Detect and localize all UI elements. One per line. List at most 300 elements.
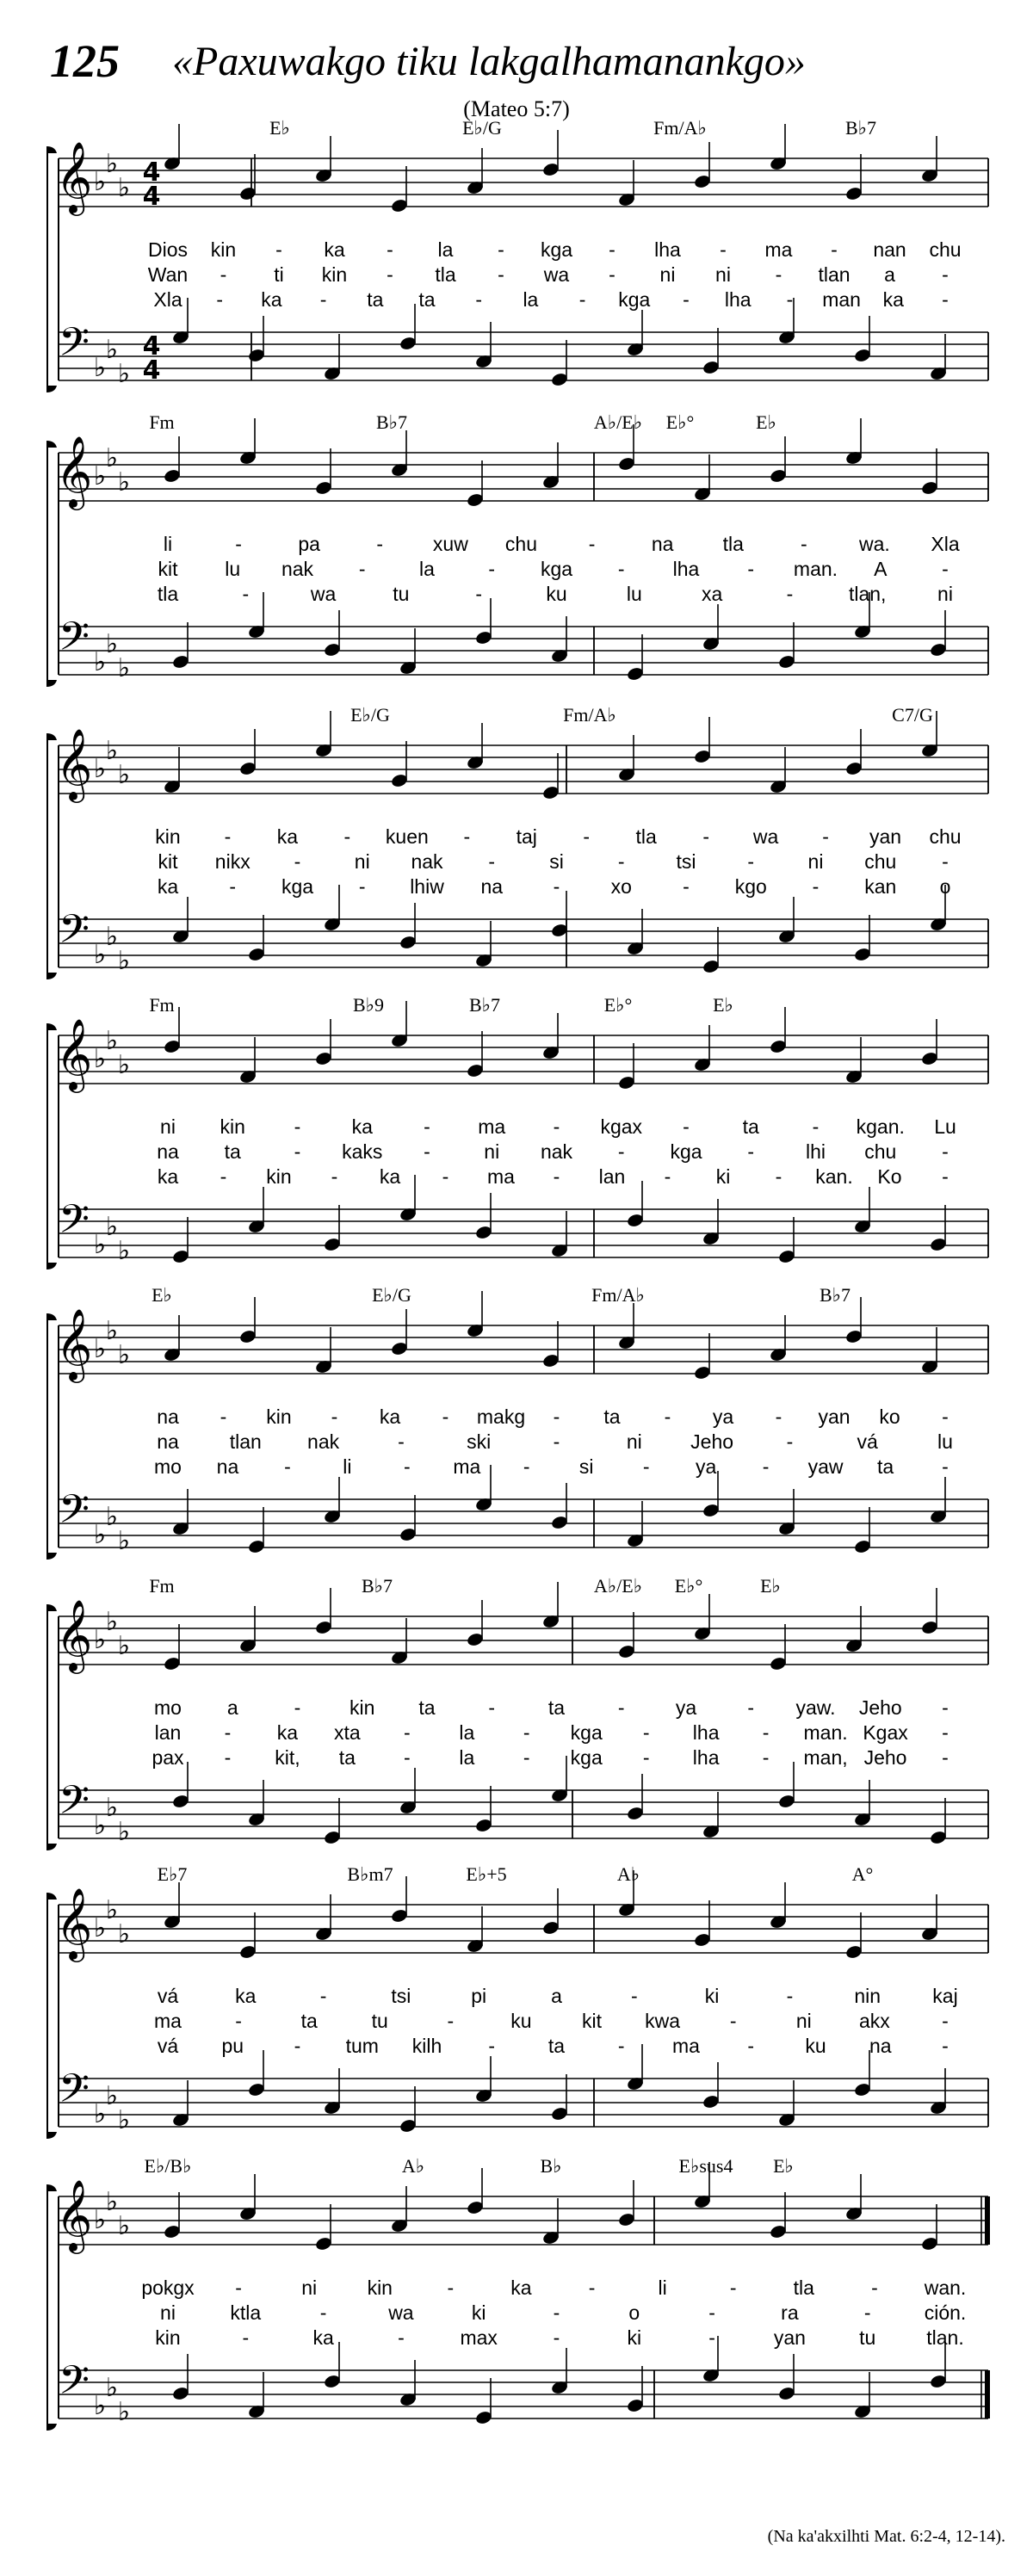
- lyric-syllable: -: [942, 1140, 949, 1163]
- lyric-syllable: pa: [298, 533, 320, 555]
- lyric-syllable: ka: [379, 1405, 401, 1428]
- lyric-syllable: ki: [471, 2301, 486, 2324]
- treble-clef-icon: 𝄞: [55, 1017, 93, 1090]
- lyric-syllable: -: [942, 1455, 949, 1478]
- lyric-syllable: wa.: [859, 533, 890, 555]
- lyric-syllable: kin: [155, 2326, 181, 2349]
- lyric-syllable: ni: [795, 2010, 812, 2032]
- key-flat-icon: ♭: [117, 1050, 131, 1080]
- key-flat-icon: ♭: [93, 647, 107, 677]
- lyric-syllable: -: [642, 1455, 650, 1478]
- lyric-syllable: ni: [715, 263, 731, 286]
- key-flat-icon: ♭: [117, 173, 131, 203]
- lyric-syllable: -: [224, 1746, 232, 1769]
- lyric-syllable: -: [294, 2035, 301, 2057]
- chord-symbol: E♭°: [665, 411, 695, 433]
- lyric-syllable: kga: [540, 558, 573, 580]
- lyric-syllable: -: [553, 2301, 560, 2324]
- system-2: [46, 411, 988, 687]
- key-flat-icon: ♭: [105, 2373, 119, 2403]
- lyric-syllable: ku: [805, 2035, 826, 2057]
- lyric-syllable: -: [387, 263, 393, 286]
- lyric-syllable: ma: [453, 1455, 481, 1478]
- lyric-syllable: tlan.: [926, 2326, 964, 2349]
- lyric-syllable: kit: [582, 2010, 603, 2032]
- lyric-syllable: -: [224, 1721, 232, 1744]
- lyric-syllable: kaj: [932, 1985, 958, 2007]
- lyric-syllable: -: [553, 1430, 560, 1453]
- lyric-syllable: makg: [476, 1405, 526, 1428]
- lyric-syllable: kan: [864, 875, 897, 898]
- lyric-syllable: Kgax: [863, 1721, 908, 1744]
- lyric-syllable: kga: [570, 1721, 603, 1744]
- lyric-syllable: vá: [157, 1985, 179, 2007]
- lyric-syllable: na: [869, 2035, 892, 2057]
- lyric-syllable: -: [762, 1746, 770, 1769]
- lyric-syllable: ción.: [924, 2301, 967, 2324]
- lyric-syllable: yaw: [807, 1455, 844, 1478]
- lyric-syllable: xo: [610, 875, 632, 898]
- lyric-syllable: -: [812, 1115, 820, 1138]
- lyric-syllable: -: [235, 533, 242, 555]
- key-flat-icon: ♭: [105, 443, 119, 473]
- chord-symbol: B♭: [540, 2155, 562, 2177]
- lyric-syllable: kgan.: [856, 1115, 905, 1138]
- chord-symbol: A♭: [616, 1863, 640, 1885]
- lyric-syllable: tla: [435, 263, 456, 286]
- key-flat-icon: ♭: [117, 1631, 131, 1661]
- lyric-syllable: wa: [543, 263, 570, 286]
- lyric-syllable: ni: [301, 2276, 318, 2299]
- lyric-syllable: kga: [540, 238, 573, 261]
- lyric-syllable: Dios: [147, 238, 189, 261]
- chord-symbol: B♭7: [361, 1575, 393, 1597]
- lyric-syllable: -: [942, 1696, 949, 1719]
- lyric-syllable: ta: [224, 1140, 241, 1163]
- lyric-syllable: mo: [154, 1455, 182, 1478]
- lyric-syllable: -: [942, 288, 949, 311]
- lyric-syllable: kin: [266, 1165, 292, 1188]
- lyric-syllable: ka: [276, 825, 299, 848]
- key-flat-icon: ♭: [105, 1502, 119, 1532]
- lyric-syllable: -: [319, 2301, 327, 2324]
- chord-symbol: E♭: [713, 994, 733, 1016]
- lyric-syllable: ka: [510, 2276, 532, 2299]
- key-flat-icon: ♭: [117, 653, 131, 683]
- lyric-syllable: na: [216, 1455, 239, 1478]
- lyric-syllable: li: [163, 533, 173, 555]
- lyric-syllable: -: [609, 263, 615, 286]
- lyric-syllable: -: [475, 288, 483, 311]
- lyric-syllable: -: [463, 825, 471, 848]
- lyric-syllable: lha: [672, 558, 700, 580]
- lyric-syllable: -: [523, 1455, 530, 1478]
- key-flat-icon: ♭: [105, 629, 119, 659]
- chord-symbol: Fm: [149, 411, 175, 433]
- lyric-syllable: na: [157, 1140, 179, 1163]
- lyric-syllable: wa: [310, 583, 337, 605]
- lyric-syllable: -: [630, 1985, 638, 2007]
- lyric-syllable: ma: [672, 2035, 700, 2057]
- lyric-syllable: ta: [603, 1405, 621, 1428]
- key-flat-icon: ♭: [93, 1334, 107, 1364]
- time-signature-top: 4: [142, 158, 161, 188]
- lyric-syllable: yan: [773, 2326, 806, 2349]
- footnote: (Na ka'akxilhti Mat. 6:2-4, 12-14).: [767, 2527, 1005, 2546]
- lyric-syllable: -: [617, 558, 625, 580]
- bass-clef-icon: 𝄢: [58, 2357, 90, 2413]
- chord-symbol: E♭/G: [372, 1284, 411, 1306]
- lyric-syllable: Jeho: [863, 1746, 907, 1769]
- lyric-syllable: man,: [803, 1746, 848, 1769]
- chord-symbol: B♭7: [468, 994, 501, 1016]
- lyric-syllable: a: [226, 1696, 238, 1719]
- lyric-syllable: -: [488, 1696, 496, 1719]
- chord-symbol: E♭: [152, 1284, 172, 1306]
- lyric-syllable: -: [387, 238, 393, 261]
- treble-clef-icon: 𝄞: [55, 2178, 93, 2251]
- lyric-syllable: chu: [864, 1140, 897, 1163]
- lyric-syllable: -: [294, 1115, 301, 1138]
- chord-symbol: E♭°: [603, 994, 633, 1016]
- system-1: [46, 117, 988, 392]
- lyric-syllable: la: [459, 1721, 475, 1744]
- lyric-syllable: -: [863, 2301, 871, 2324]
- lyric-syllable: lan: [154, 1721, 182, 1744]
- bass-clef-icon: 𝄢: [58, 319, 90, 375]
- lyric-syllable: -: [442, 1165, 449, 1188]
- lyric-syllable: -: [553, 2326, 560, 2349]
- lyric-syllable: ti: [274, 263, 284, 286]
- system-8: [46, 2155, 990, 2431]
- lyric-syllable: ki: [704, 1985, 720, 2007]
- lyric-syllable: -: [224, 825, 232, 848]
- lyric-syllable: kga: [570, 1746, 603, 1769]
- lyric-syllable: -: [553, 1165, 560, 1188]
- lyric-syllable: ki: [627, 2326, 642, 2349]
- lyric-syllable: -: [786, 1985, 794, 2007]
- key-flat-icon: ♭: [117, 467, 131, 497]
- key-flat-icon: ♭: [117, 1236, 131, 1266]
- lyric-syllable: na: [157, 1430, 179, 1453]
- song-title: «Paxuwakgo tiku lakgalhamanankgo»: [172, 39, 806, 84]
- lyric-syllable: lha: [692, 1746, 720, 1769]
- lyric-syllable: -: [702, 825, 709, 848]
- lyric-syllable: -: [553, 1115, 560, 1138]
- key-flat-icon: ♭: [105, 1212, 119, 1242]
- lyric-syllable: tla: [793, 2276, 814, 2299]
- lyric-syllable: lha: [654, 238, 681, 261]
- lyric-syllable: -: [523, 1746, 530, 1769]
- lyric-syllable: la: [419, 558, 435, 580]
- lyric-syllable: -: [786, 583, 794, 605]
- chord-symbol: B♭7: [819, 1284, 851, 1306]
- lyric-syllable: kit,: [275, 1746, 300, 1769]
- lyric-syllable: ya: [675, 1696, 697, 1719]
- lyric-syllable: na: [651, 533, 674, 555]
- lyric-syllable: -: [617, 850, 625, 873]
- lyric-syllable: ya: [712, 1405, 734, 1428]
- key-flat-icon: ♭: [117, 1919, 131, 1949]
- lyric-syllable: -: [942, 1405, 949, 1428]
- lyric-syllable: -: [786, 288, 794, 311]
- key-flat-icon: ♭: [93, 1044, 107, 1074]
- lyric-syllable: -: [578, 288, 586, 311]
- lyric-syllable: -: [747, 1140, 755, 1163]
- lyric-syllable: -: [404, 1746, 411, 1769]
- chord-symbol: E♭: [756, 411, 776, 433]
- lyric-syllable: -: [220, 1405, 227, 1428]
- lyric-syllable: -: [683, 1115, 690, 1138]
- lyric-syllable: -: [617, 1696, 625, 1719]
- lyric-syllable: vá: [857, 1430, 878, 1453]
- lyric-syllable: tum: [345, 2035, 379, 2057]
- lyric-syllable: pi: [471, 1985, 487, 2007]
- lyric-syllable: ni: [807, 850, 824, 873]
- lyric-syllable: pax: [152, 1746, 184, 1769]
- key-flat-icon: ♭: [105, 149, 119, 179]
- lyric-syllable: -: [424, 1140, 430, 1163]
- lyric-syllable: -: [942, 2035, 949, 2057]
- lyric-syllable: -: [800, 533, 807, 555]
- lyric-syllable: kaks: [342, 1140, 383, 1163]
- lyric-syllable: kin: [367, 2276, 393, 2299]
- system-7: [46, 1863, 988, 2139]
- lyric-syllable: chu: [864, 850, 897, 873]
- lyric-syllable: -: [488, 558, 496, 580]
- lyric-syllable: -: [294, 1696, 301, 1719]
- chord-symbol: B♭7: [375, 411, 408, 433]
- lyric-syllable: kgo: [734, 875, 767, 898]
- lyric-syllable: -: [664, 1165, 671, 1188]
- lyric-syllable: nak: [411, 850, 443, 873]
- lyric-syllable: man: [822, 288, 861, 311]
- lyric-syllable: -: [822, 825, 829, 848]
- lyric-syllable: -: [242, 2326, 250, 2349]
- lyric-syllable: -: [729, 2276, 737, 2299]
- lyric-syllable: -: [294, 850, 301, 873]
- lyric-syllable: -: [747, 558, 755, 580]
- lyric-syllable: Ko: [877, 1165, 902, 1188]
- treble-clef-icon: 𝄞: [55, 727, 93, 800]
- key-flat-icon: ♭: [93, 1625, 107, 1655]
- lyric-syllable: -: [683, 875, 690, 898]
- key-flat-icon: ♭: [105, 736, 119, 766]
- chord-symbol: E♭: [269, 117, 290, 139]
- lyric-syllable: -: [343, 825, 351, 848]
- key-flat-icon: ♭: [93, 2099, 107, 2129]
- lyric-syllable: kit: [158, 558, 178, 580]
- key-flat-icon: ♭: [117, 2211, 131, 2241]
- lyric-syllable: xuw: [432, 533, 468, 555]
- lyric-syllable: -: [786, 1430, 794, 1453]
- lyric-syllable: ta: [338, 1746, 356, 1769]
- lyric-syllable: -: [498, 238, 504, 261]
- lyric-syllable: tlan,: [848, 583, 887, 605]
- key-flat-icon: ♭: [93, 1913, 107, 1943]
- lyric-syllable: xta: [334, 1721, 361, 1744]
- final-barline-thick: [985, 2370, 990, 2418]
- lyric-syllable: ta: [742, 1115, 759, 1138]
- lyric-syllable: na: [157, 1405, 179, 1428]
- system-4: [46, 994, 988, 1269]
- lyric-syllable: ta: [300, 2010, 318, 2032]
- lyric-syllable: Xla: [153, 288, 182, 311]
- lyric-syllable: mo: [154, 1696, 182, 1719]
- lyric-syllable: nak: [307, 1430, 340, 1453]
- lyric-syllable: -: [775, 1405, 782, 1428]
- chord-symbol: C7/G: [892, 704, 933, 726]
- key-flat-icon: ♭: [117, 1526, 131, 1556]
- lyric-syllable: -: [242, 583, 250, 605]
- lyric-syllable: si: [578, 1455, 594, 1478]
- lyric-syllable: tla: [157, 583, 179, 605]
- lyric-syllable: pu: [221, 2035, 244, 2057]
- lyric-syllable: vá: [157, 2035, 179, 2057]
- lyric-syllable: kga: [618, 288, 651, 311]
- lyric-syllable: ma: [487, 1165, 515, 1188]
- lyric-syllable: tsi: [391, 1985, 411, 2007]
- lyric-syllable: tlan: [818, 263, 851, 286]
- key-flat-icon: ♭: [117, 1817, 131, 1847]
- chord-symbol: Fm/A♭: [653, 117, 707, 139]
- lyric-syllable: nin: [854, 1985, 881, 2007]
- lyric-syllable: ni: [626, 1430, 642, 1453]
- final-barline-thick: [985, 2196, 990, 2245]
- lyric-syllable: ka: [882, 288, 904, 311]
- chord-symbol: E♭: [773, 2155, 794, 2177]
- lyric-syllable: lan: [598, 1165, 626, 1188]
- key-flat-icon: ♭: [117, 760, 131, 790]
- bass-clef-icon: 𝄢: [58, 2066, 90, 2122]
- lyric-syllable: ko: [879, 1405, 900, 1428]
- time-signature-top: 4: [142, 331, 161, 361]
- lyric-syllable: -: [398, 2326, 405, 2349]
- chord-symbol: Fm: [149, 1575, 175, 1597]
- chord-symbol: E♭sus4: [678, 2155, 733, 2177]
- key-flat-icon: ♭: [117, 359, 131, 389]
- lyric-syllable: kin: [349, 1696, 375, 1719]
- chord-symbol: E♭°: [674, 1575, 703, 1597]
- lyric-syllable: la: [437, 238, 454, 261]
- lyric-syllable: ka: [276, 1721, 299, 1744]
- lyric-syllable: -: [683, 288, 690, 311]
- key-flat-icon: ♭: [93, 1520, 107, 1550]
- key-flat-icon: ♭: [93, 1230, 107, 1260]
- chord-symbol: A♭: [401, 2155, 425, 2177]
- lyric-syllable: -: [609, 238, 615, 261]
- lyric-syllable: akx: [859, 2010, 890, 2032]
- lyric-syllable: kin: [266, 1405, 292, 1428]
- lyric-syllable: -: [498, 263, 504, 286]
- key-flat-icon: ♭: [105, 922, 119, 952]
- lyric-syllable: lu: [937, 1430, 953, 1453]
- lyric-syllable: -: [235, 2276, 242, 2299]
- lyric-syllable: lha: [724, 288, 752, 311]
- chord-symbol: A°: [851, 1863, 874, 1885]
- lyric-syllable: -: [319, 1985, 327, 2007]
- treble-clef-icon: 𝄞: [55, 1887, 93, 1959]
- lyric-syllable: ka: [261, 288, 282, 311]
- lyric-syllable: kga: [670, 1140, 702, 1163]
- key-flat-icon: ♭: [93, 1811, 107, 1841]
- lyric-syllable: -: [523, 1721, 530, 1744]
- lyric-syllable: tu: [393, 583, 410, 605]
- lyric-syllable: Lu: [934, 1115, 956, 1138]
- treble-clef-icon: 𝄞: [55, 1598, 93, 1671]
- lyric-syllable: kan.: [815, 1165, 853, 1188]
- lyric-syllable: Jeho: [690, 1430, 734, 1453]
- lyric-syllable: ya: [696, 1455, 717, 1478]
- key-flat-icon: ♭: [93, 940, 107, 970]
- key-flat-icon: ♭: [117, 946, 131, 976]
- lyric-syllable: a: [551, 1985, 562, 2007]
- chord-symbol: E♭7: [157, 1863, 188, 1885]
- bass-clef-icon: 𝄢: [58, 906, 90, 962]
- lyric-syllable: -: [942, 1721, 949, 1744]
- lyric-syllable: -: [812, 875, 820, 898]
- key-flat-icon: ♭: [93, 754, 107, 784]
- lyric-syllable: -: [747, 1696, 755, 1719]
- lyric-syllable: -: [424, 1115, 430, 1138]
- lyric-syllable: tla: [722, 533, 744, 555]
- lyric-syllable: -: [617, 1140, 625, 1163]
- lyric-syllable: -: [942, 2010, 949, 2032]
- key-flat-icon: ♭: [93, 353, 107, 383]
- key-flat-icon: ♭: [105, 1316, 119, 1346]
- bass-clef-icon: 𝄢: [58, 1777, 90, 1833]
- lyric-syllable: nan: [873, 238, 906, 261]
- lyric-syllable: -: [617, 2035, 625, 2057]
- lyric-syllable: kilh: [411, 2035, 442, 2057]
- lyric-syllable: ta: [418, 1696, 436, 1719]
- lyric-syllable: yaw.: [795, 1696, 836, 1719]
- lyric-syllable: wa: [752, 825, 779, 848]
- lyric-syllable: pokgx: [141, 2276, 195, 2299]
- lyric-syllable: tlan: [229, 1430, 262, 1453]
- key-flat-icon: ♭: [117, 2397, 131, 2427]
- bass-clef-icon: 𝄢: [58, 1196, 90, 1252]
- lyric-syllable: -: [942, 1165, 949, 1188]
- lyric-syllable: -: [942, 263, 949, 286]
- lyric-syllable: Xla: [931, 533, 960, 555]
- lyric-syllable: kuen: [385, 825, 429, 848]
- lyric-syllable: -: [762, 1455, 770, 1478]
- lyric-syllable: -: [871, 2276, 878, 2299]
- lyric-syllable: -: [404, 1721, 411, 1744]
- lyric-syllable: tu: [859, 2326, 876, 2349]
- lyric-syllable: nak: [540, 1140, 573, 1163]
- lyric-syllable: -: [488, 2035, 496, 2057]
- lyric-syllable: -: [319, 288, 327, 311]
- lyric-syllable: kit: [158, 850, 178, 873]
- lyric-syllable: -: [284, 1455, 291, 1478]
- lyric-syllable: ka: [157, 875, 179, 898]
- lyric-syllable: ma: [764, 238, 793, 261]
- lyric-syllable: lu: [626, 583, 642, 605]
- lyric-syllable: -: [229, 875, 237, 898]
- chord-symbol: E♭+5: [466, 1863, 507, 1885]
- lyric-syllable: -: [358, 558, 366, 580]
- lyric-syllable: -: [220, 1165, 227, 1188]
- key-flat-icon: ♭: [93, 2391, 107, 2421]
- lyric-syllable: -: [942, 850, 949, 873]
- lyric-syllable: ka: [157, 1165, 179, 1188]
- lyric-syllable: -: [775, 1165, 782, 1188]
- lyric-syllable: -: [583, 825, 591, 848]
- lyric-syllable: ski: [467, 1430, 492, 1453]
- lyric-syllable: -: [708, 2301, 715, 2324]
